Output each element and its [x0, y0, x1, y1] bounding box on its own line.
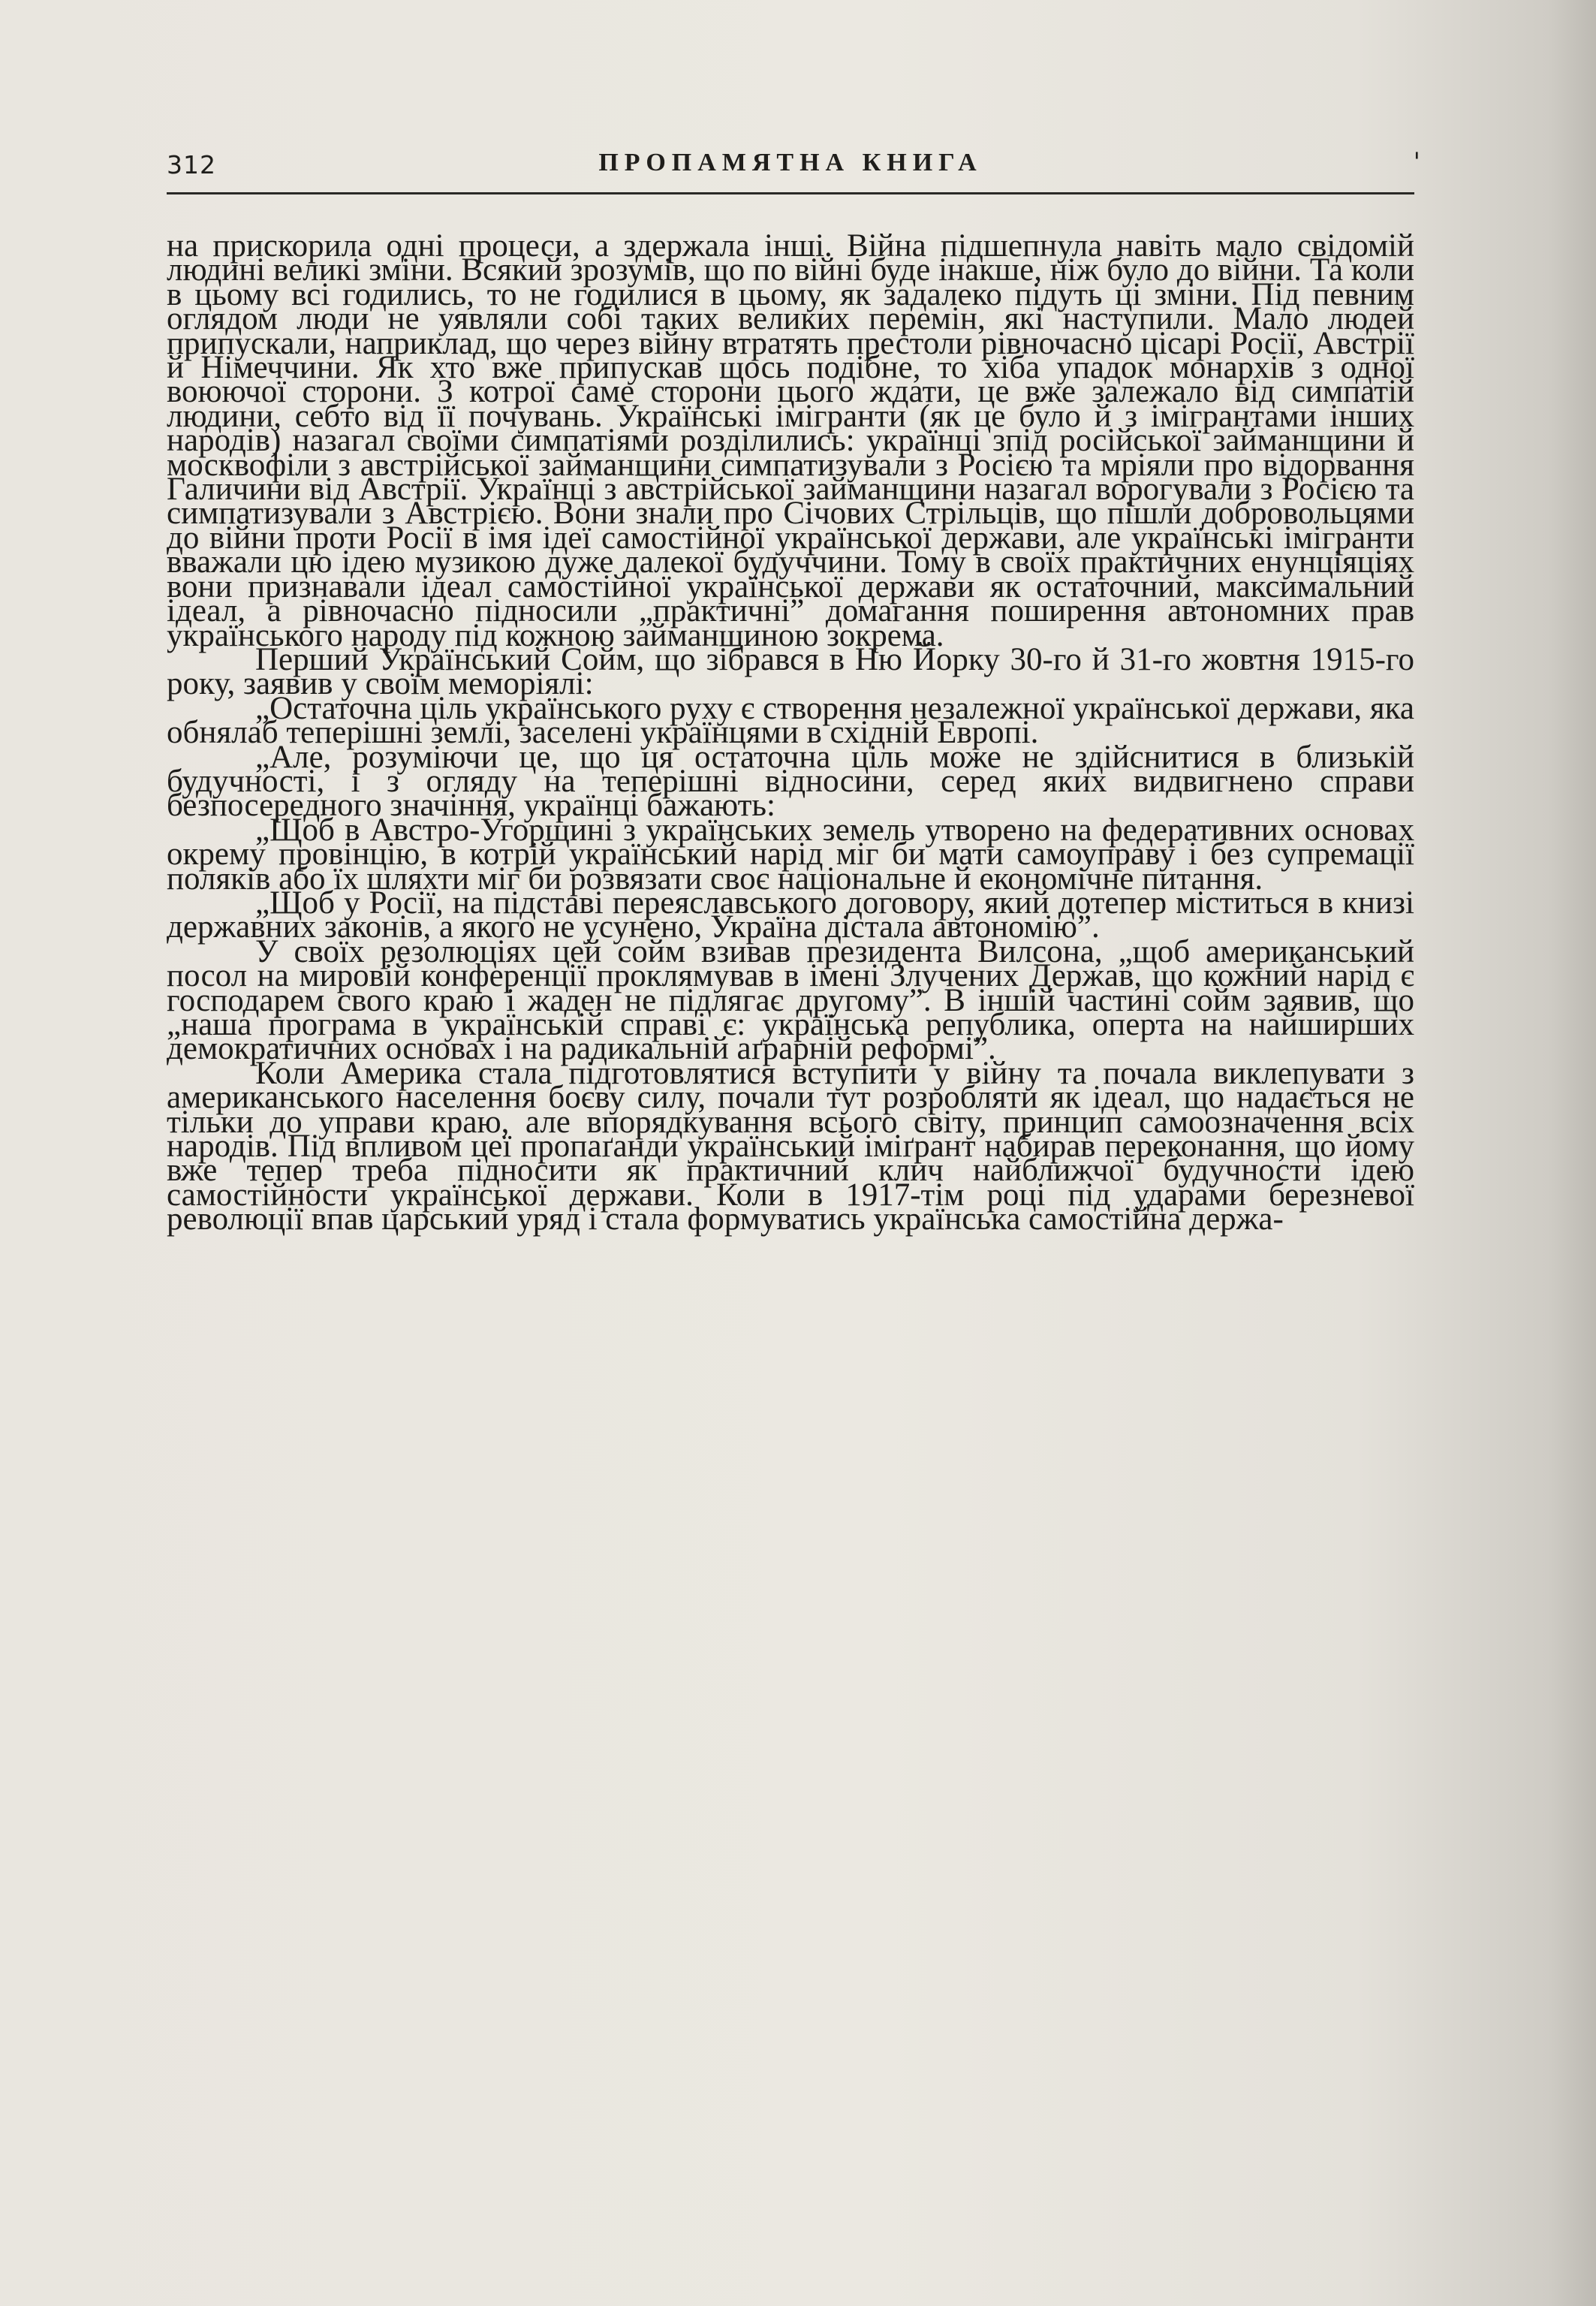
body-text	[167, 228, 1414, 1237]
header-mark: '	[1413, 147, 1420, 177]
paragraph-america: Коли Америка стала підготовлятися вступити у війну та почала виклепувати з американського населення боєву силу, почали тут розробляти як ідеал, що надається не тільки до управи краю, але впорядкування всього світу, принцип самоозначення всіх народів. Під впливом цеї пропаґанди український іміґрант набирав переконання, що йому вже тепер треба підносити як практичний клич найближчої будучности ідею самостійности української держави. Коли в 1917-тім році під ударами березневої революції впав царський уряд і стала формуватись українська самостійна держа-	[167, 1055, 1414, 1237]
paragraph-first-soym: Перший Український Сойм, що зібрався в Ню Йорку 30-го й 31-го жовтня 1915-го року, заявив у своїм меморіялі:	[167, 641, 1414, 702]
quote-russia: „Щоб у Росії, на підставі переяславського договору, який дотепер міститься в книзі державних законів, а якого не усунено, Україна дістала автономію”.	[167, 885, 1414, 945]
running-title: ПРОПАМЯТНА КНИГА	[598, 149, 983, 176]
quote-austria-hungary: „Щоб в Австро-Угорщині з українських земель утворено на федеративних основах окрему провінцію, в котрій український нарід міг би мати самоуправу і без супремації поляків або їх шляхти міг би розвязати своє національне й економічне питання.	[167, 812, 1414, 897]
page-header	[167, 147, 1420, 194]
quote-understanding: „Але, розуміючи це, що ця остаточна ціль може не здійснитися в близькій будучності, і з огляду на теперішні відносини, серед яких видвигнено справи безпосередного значіння, українці бажають:	[167, 739, 1414, 824]
quote-final-goal: „Остаточна ціль українського руху є створення незалежної української держави, яка обнялаб теперішні землі, заселені українцями в східній Европі.	[167, 690, 1414, 751]
paragraph-resolutions: У своїх резолюціях цей сойм взивав президента Вилсона, „щоб американський посол на мировій конференції проклямував в імені Злучених Держав, що кожний нарід є господарем свого краю і жаден не підлягає другому”. В іншій частині сойм заявив, що „наша програма в українській справі є: українська република, оперта на найширших демократичних основах і на радикальній аґрарній реформі”.	[167, 933, 1414, 1067]
paragraph-continuation: на прискорила одні процеси, а здержала інші. Війна підшепнула навіть мало свідомій людині великі зміни. Всякий зрозумів, що по війні буде інакше, ніж було до війни. Та коли в цьому всі годились, то не годилися в цьому, як задалеко підуть ці зміни. Під певним оглядом люди не уявляли собі таких великих перемін, які наступили. Мало людей припускали, наприклад, що через війну втратять престоли рівночасно цісарі Росії, Австрії й Німеччини. Як хто вже припускав щось подібне, то хіба упадок монархів з одної воюючої сторони. З котрої саме сторони цього ждати, це вже залежало від симпатій людини, себто від її почувань. Українські імігранти (як це було й з імігрантами інших народів) назагал своїми симпатіями розділились: українці зпід російської займанщини й москвофіли з австрійської займанщини симпатизували з Росією та мріяли про відорвання Галичини від Австрії. Українці з австрійської займанщини назагал ворогували з Росією та симпатизували з Австрією. Вони знали про Січових Стрільців, що пішли добровольцями до війни проти Росії в імя ідеї самостійної української держави, але українські імігранти вважали цю ідею музикою дуже далекої будуччини. Тому в своїх практичних енунціяціях вони признавали ідеал самостійної української держави як остаточний, максимальний ідеал, а рівночасно підносили „практичні” домагання поширення автономних прав українського народу під кожною займанщиною зокрема.	[167, 228, 1414, 653]
page-number: 312	[167, 150, 216, 179]
